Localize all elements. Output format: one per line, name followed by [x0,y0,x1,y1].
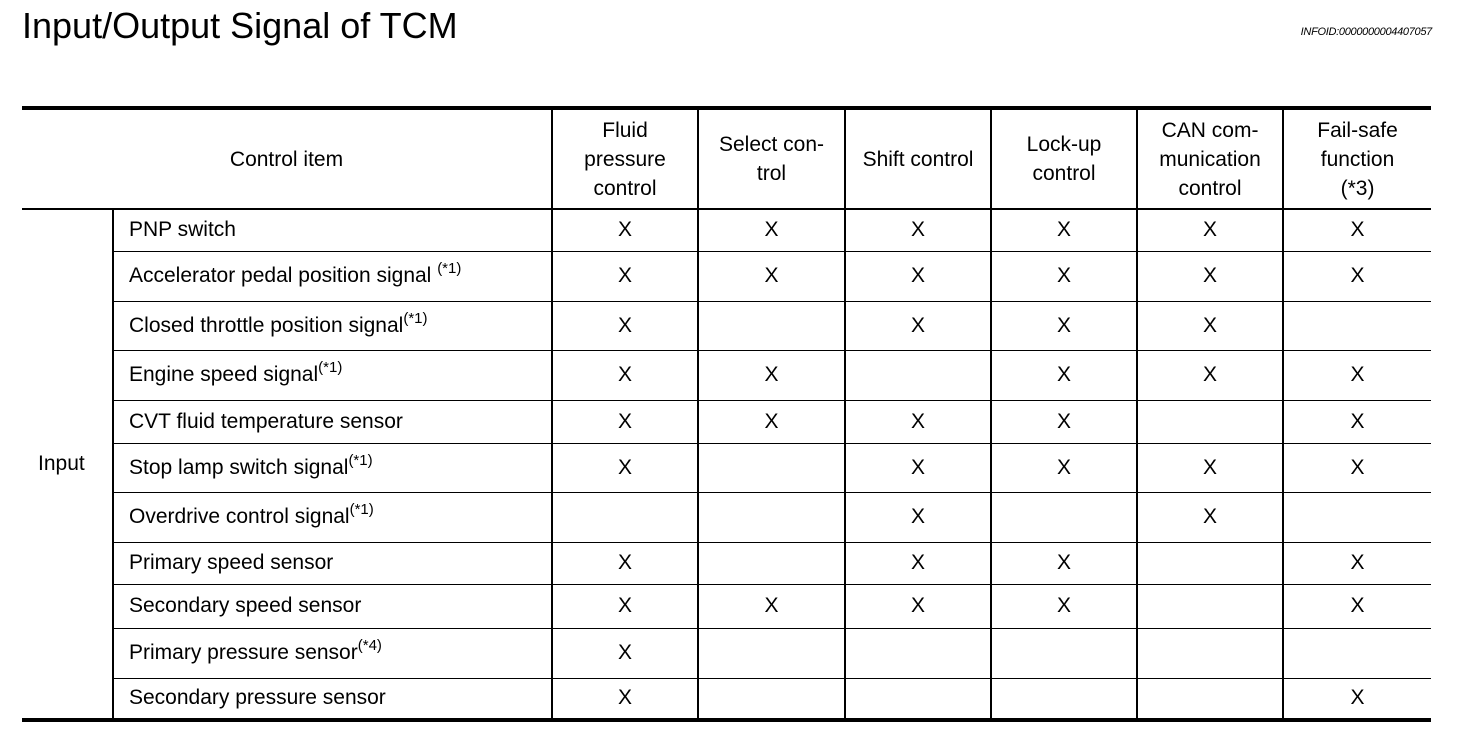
signal-name [113,443,552,492]
signal-name [113,209,552,251]
signal-label: Primary pressure sensor [129,641,358,664]
mark-cell [698,678,845,720]
footnote-ref: (*1) [318,359,343,376]
mark-cell: X [698,584,845,628]
mark-cell: X [552,678,698,720]
table-row [22,350,1431,400]
mark-cell: X [552,209,698,251]
mark-cell: X [1137,443,1283,492]
mark-cell: X [845,542,991,584]
footnote-ref: (*1) [403,309,428,327]
signal-label: Overdrive control signal [129,505,350,528]
mark-cell: X [1283,542,1431,584]
mark-cell: X [1283,443,1431,492]
mark-cell: X [552,628,698,678]
header-row [22,108,1431,209]
table-row [22,542,1431,584]
header-fluid-pressure-control: Fluid pressure control [552,108,698,209]
mark-cell [991,492,1137,542]
mark-cell [552,492,698,542]
mark-cell [1283,628,1431,678]
mark-cell: X [991,209,1137,251]
table-row [22,678,1431,720]
mark-cell [1137,542,1283,584]
mark-cell [845,678,991,720]
footnote-ref: (*1) [348,451,373,469]
mark-cell: X [845,400,991,443]
mark-cell: X [991,443,1137,492]
header-lock-up-control: Lock-up control [991,108,1137,209]
mark-cell [1137,678,1283,720]
mark-cell: X [991,350,1137,400]
mark-cell [1137,628,1283,678]
mark-cell: X [845,492,991,542]
mark-cell: X [991,251,1137,301]
mark-cell: X [552,584,698,628]
table-row [22,584,1431,628]
mark-cell: X [1283,350,1431,400]
signal-label: Secondary pressure sensor [129,686,386,710]
mark-cell: X [1283,678,1431,720]
mark-cell [698,301,845,350]
signal-label: Stop lamp switch signal [129,455,349,479]
table-row [22,301,1431,350]
signal-label: CVT fluid temperature sensor [129,409,403,433]
mark-cell: X [552,251,698,301]
mark-cell [1137,584,1283,628]
mark-cell [698,628,845,678]
mark-cell: X [1283,251,1431,301]
mark-cell: X [991,542,1137,584]
mark-cell [991,628,1137,678]
header-select-control: Select con- trol [698,108,845,209]
mark-cell: X [698,400,845,443]
table-row [22,492,1431,542]
mark-cell: X [698,251,845,301]
footnote-ref: (*1) [349,501,374,518]
mark-cell [698,492,845,542]
page-title: Input/Output Signal of TCM [22,5,458,46]
mark-cell: X [845,301,991,350]
mark-cell: X [552,350,698,400]
mark-cell: X [845,584,991,628]
table-row [22,628,1431,678]
mark-cell [698,542,845,584]
mark-cell: X [552,542,698,584]
footnote-ref: (*4) [357,637,382,654]
input-group-label: Input [38,452,85,475]
mark-cell: X [1137,251,1283,301]
mark-cell: X [698,350,845,400]
mark-cell: X [552,301,698,350]
mark-cell: X [991,400,1137,443]
signal-label: PNP switch [129,218,236,242]
mark-cell: X [1283,584,1431,628]
mark-cell [1137,400,1283,443]
mark-cell: X [845,443,991,492]
signal-table [22,106,1431,722]
signal-label: Primary speed sensor [129,551,334,574]
mark-cell [1283,492,1431,542]
mark-cell [1283,301,1431,350]
header-can-communication-control: CAN com- munication control [1137,108,1283,209]
mark-cell: X [1137,492,1283,542]
info-id: INFOID:0000000004407057 [1300,26,1432,38]
mark-cell [991,678,1137,720]
signal-name [113,628,552,678]
mark-cell: X [552,443,698,492]
signal-label: Closed throttle position signal [129,313,404,337]
mark-cell [698,443,845,492]
mark-cell [845,628,991,678]
table-row [22,209,1431,251]
signal-name [113,678,552,720]
mark-cell: X [845,209,991,251]
header-fail-safe-function: Fail-safe function (*3) [1283,108,1431,209]
mark-cell: X [698,209,845,251]
mark-cell: X [845,251,991,301]
mark-cell: X [991,584,1137,628]
signal-name [113,400,552,443]
table-row [22,443,1431,492]
signal-name [113,584,552,628]
signal-label: Secondary speed sensor [129,594,362,617]
footnote-ref: (*1) [437,260,462,277]
mark-cell: X [1137,301,1283,350]
mark-cell: X [1137,350,1283,400]
header-control-item: Control item [22,108,552,209]
signal-label: Engine speed signal [129,363,319,386]
signal-name [113,350,552,400]
signal-name [113,301,552,350]
header-shift-control: Shift control [845,108,991,209]
signal-name [113,251,552,301]
mark-cell: X [991,301,1137,350]
table-row [22,251,1431,301]
mark-cell: X [1137,209,1283,251]
mark-cell [845,350,991,400]
mark-cell: X [1283,209,1431,251]
mark-cell: X [552,400,698,443]
signal-name [113,542,552,584]
signal-name [113,492,552,542]
signal-label: Accelerator pedal position signal [129,264,438,287]
table-row [22,400,1431,443]
mark-cell: X [1283,400,1431,443]
